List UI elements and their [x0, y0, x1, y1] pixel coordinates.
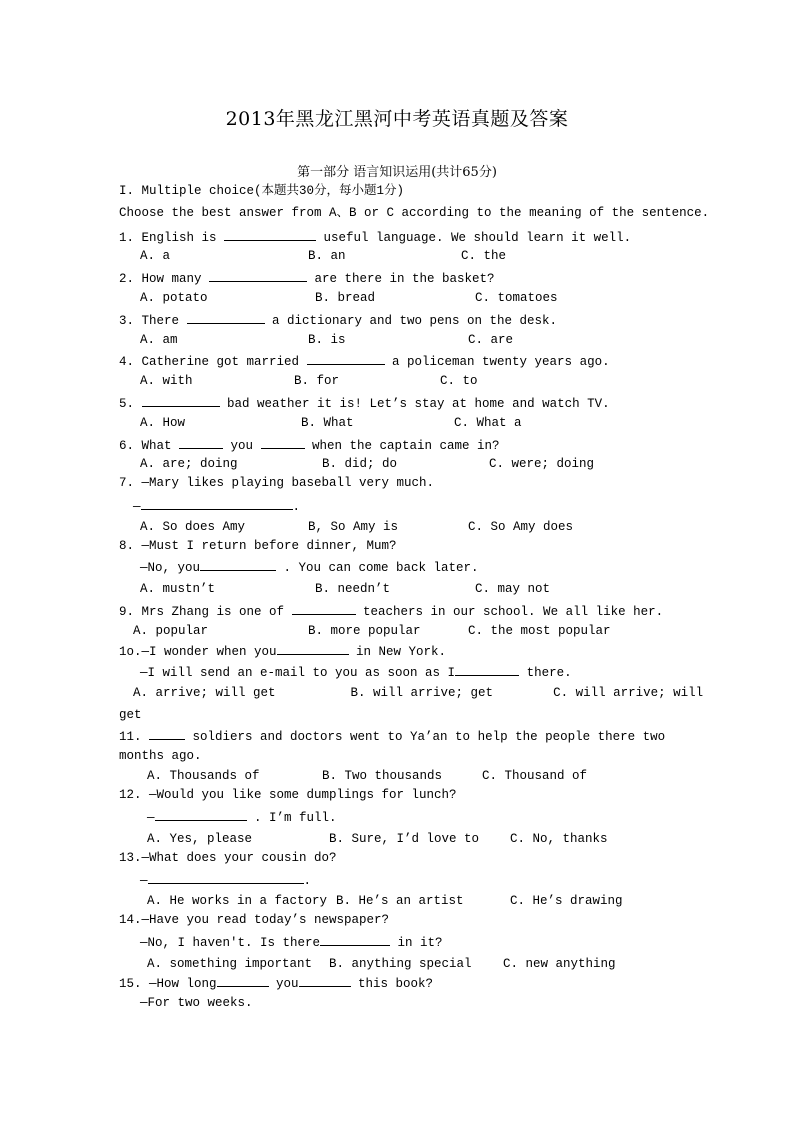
answer-blank[interactable]	[142, 394, 220, 407]
question-10: 1o.—I wonder when you in New York.	[119, 642, 446, 660]
answer-blank[interactable]	[148, 871, 304, 884]
q12-option-c: C. No, thanks	[510, 832, 608, 846]
q11-option-b: B. Two thousands	[322, 769, 443, 783]
q8-option-b: B. needn’t	[315, 582, 391, 596]
question-2: 2. How many are there in the basket?	[119, 269, 495, 287]
q13-option-a: A. He works in a factory	[147, 894, 328, 908]
q4-option-c: C. to	[440, 374, 478, 388]
answer-blank[interactable]	[277, 642, 349, 655]
q1-option-b: B. an	[308, 249, 346, 263]
q7-reply: — .	[133, 497, 300, 515]
q10-options: A. arrive; will get B. will arrive; get C. will arrive; will	[133, 686, 704, 700]
q1-option-a: A. a	[140, 249, 171, 263]
q13-reply: — .	[140, 871, 311, 889]
q9-option-c: C. the most popular	[468, 624, 611, 638]
q5-option-c: C. What a	[454, 416, 522, 430]
question-9: 9. Mrs Zhang is one of teachers in our school. We all like her.	[119, 602, 663, 620]
q10-reply: —I will send an e-mail to you as soon as I there.	[140, 663, 572, 681]
q13-option-c: C. He’s drawing	[510, 894, 623, 908]
answer-blank[interactable]	[217, 974, 269, 987]
q11-option-a: A. Thousands of	[147, 769, 260, 783]
q9-option-b: B. more popular	[308, 624, 421, 638]
q6-option-b: B. did; do	[322, 457, 398, 471]
q6-option-c: C. were; doing	[489, 457, 595, 471]
q15-reply: —For two weeks.	[140, 996, 253, 1010]
q14-reply: —No, I haven't. Is there in it?	[140, 933, 443, 951]
question-5: 5. bad weather it is! Let’s stay at home and watch TV.	[119, 394, 610, 412]
section-heading: 第一部分 语言知识运用(共计65分)	[297, 165, 497, 180]
q11-wrap: months ago.	[119, 749, 202, 763]
answer-blank[interactable]	[224, 228, 316, 241]
q2-option-c: C. tomatoes	[475, 291, 558, 305]
question-14: 14.—Have you read today’s newspaper?	[119, 913, 390, 927]
answer-blank[interactable]	[155, 808, 247, 821]
answer-blank[interactable]	[299, 974, 351, 987]
q12-reply: — . I’m full.	[147, 808, 337, 826]
document-title: 2013年黑龙江黑河中考英语真题及答案	[225, 108, 569, 130]
question-7: 7. —Mary likes playing baseball very much.	[119, 476, 435, 490]
answer-blank[interactable]	[292, 602, 356, 615]
q4-option-b: B. for	[294, 374, 340, 388]
question-15: 15. —How long you this book?	[119, 974, 433, 992]
question-12: 12. —Would you like some dumplings for lunch?	[119, 788, 457, 802]
q4-option-a: A. with	[140, 374, 193, 388]
answer-blank[interactable]	[179, 436, 223, 449]
q10-options-wrap: get	[119, 708, 142, 722]
question-4: 4. Catherine got married a policeman twenty years ago.	[119, 352, 610, 370]
q7-option-b: B, So Amy is	[308, 520, 399, 534]
answer-blank[interactable]	[307, 352, 385, 365]
q8-option-c: C. may not	[475, 582, 551, 596]
q5-option-a: A. How	[140, 416, 186, 430]
answer-blank[interactable]	[141, 497, 293, 510]
instruction: Choose the best answer from A、B or C according to the meaning of the sentence.	[119, 206, 710, 220]
q3-option-a: A. am	[140, 333, 178, 347]
q8-option-a: A. mustn’t	[140, 582, 216, 596]
answer-blank[interactable]	[455, 663, 519, 676]
q13-option-b: B. He’s an artist	[336, 894, 464, 908]
q7-option-a: A. So does Amy	[140, 520, 246, 534]
q14-option-c: C. new anything	[503, 957, 616, 971]
answer-blank[interactable]	[261, 436, 305, 449]
q8-reply: —No, you . You can come back later.	[140, 558, 479, 576]
question-8: 8. —Must I return before dinner, Mum?	[119, 539, 397, 553]
answer-blank[interactable]	[187, 311, 265, 324]
question-13: 13.—What does your cousin do?	[119, 851, 337, 865]
answer-blank[interactable]	[149, 727, 185, 740]
part-heading: I. Multiple choice(本题共30分，每小题1分)	[119, 184, 405, 198]
q3-option-c: C. are	[468, 333, 514, 347]
q12-option-b: B. Sure, I’d love to	[329, 832, 480, 846]
q9-option-a: A. popular	[133, 624, 209, 638]
answer-blank[interactable]	[209, 269, 307, 282]
q2-option-a: A. potato	[140, 291, 208, 305]
q6-option-a: A. are; doing	[140, 457, 238, 471]
question-3: 3. There a dictionary and two pens on the desk.	[119, 311, 557, 329]
q2-option-b: B. bread	[315, 291, 376, 305]
q14-option-a: A. something important	[147, 957, 313, 971]
q3-option-b: B. is	[308, 333, 346, 347]
q14-option-b: B. anything special	[329, 957, 472, 971]
q7-option-c: C. So Amy does	[468, 520, 574, 534]
q12-option-a: A. Yes, please	[147, 832, 253, 846]
answer-blank[interactable]	[320, 933, 390, 946]
answer-blank[interactable]	[200, 558, 276, 571]
question-1: 1. English is useful language. We should learn it well.	[119, 228, 631, 246]
q5-option-b: B. What	[301, 416, 354, 430]
question-6: 6. What you when the captain came in?	[119, 436, 500, 454]
q1-option-c: C. the	[461, 249, 507, 263]
q11-option-c: C. Thousand of	[482, 769, 588, 783]
question-11: 11. soldiers and doctors went to Ya’an to help the people there two	[119, 727, 665, 745]
